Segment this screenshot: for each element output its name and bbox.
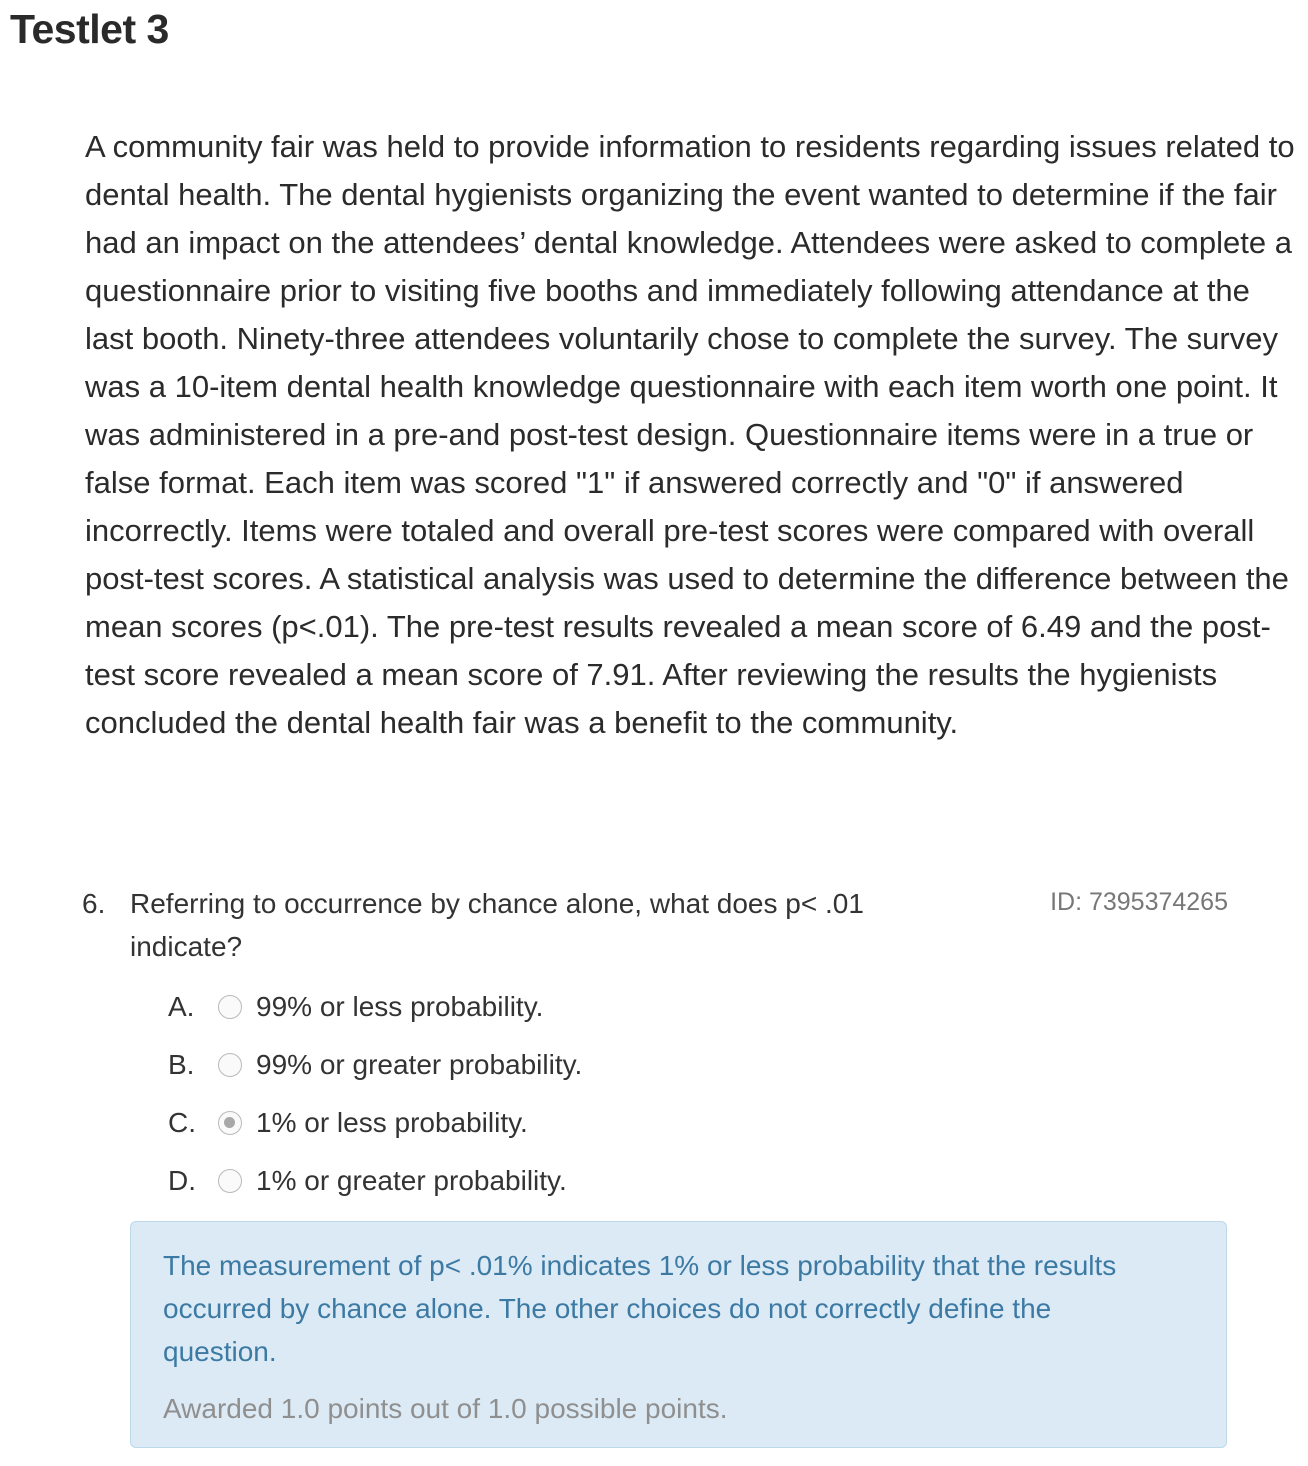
option-b-radio[interactable] <box>218 1053 242 1077</box>
answer-option-c[interactable] <box>168 1094 582 1152</box>
feedback-explanation: The measurement of p< .01% indicates 1% or less probability that the results occurred by chance alone. The other choices do not correctly define the question. <box>163 1250 1117 1367</box>
answer-options <box>168 978 582 1210</box>
option-text: 99% or less probability. <box>256 991 544 1022</box>
option-c-radio[interactable] <box>218 1111 242 1135</box>
option-letter: A. <box>168 991 195 1022</box>
option-letter: B. <box>168 1049 195 1080</box>
option-letter: D. <box>168 1165 196 1196</box>
option-d-radio[interactable] <box>218 1169 242 1193</box>
answer-option-b[interactable] <box>168 1036 582 1094</box>
answer-option-d[interactable] <box>168 1152 582 1210</box>
awarded-points: Awarded 1.0 points out of 1.0 possible points. <box>163 1393 728 1424</box>
option-letter: C. <box>168 1107 196 1138</box>
answer-option-a[interactable] <box>168 978 582 1036</box>
question-text: Referring to occurrence by chance alone, what does p< .01 indicate? <box>130 888 864 962</box>
option-text: 1% or less probability. <box>256 1107 528 1138</box>
option-a-radio[interactable] <box>218 995 242 1019</box>
testlet-passage: A community fair was held to provide information to residents regarding issues related to dental health. The dental hygienists organizing the event wanted to determine if the fair had an impact on the attendees’ dental knowledge. Attendees were asked to complete a questionnaire prior to visiting five booths and immediately following attendance at the last booth. Ninety-three attendees voluntarily chose to complete the survey. The survey was a 10-item dental health knowledge questionnaire with each item worth one point. It was administered in a pre-and post-test design. Questionnaire items were in a true or false format. Each item was scored "1" if answered correctly and "0" if answered incorrectly. Items were totaled and overall pre-test scores were compared with overall post-test scores. A statistical analysis was used to determine the difference between the mean scores (p<.01). The pre-test results revealed a mean score of 6.49 and the post-test score revealed a mean score of 7.91. After reviewing the results the hygienists concluded the dental health fair was a benefit to the community. <box>85 129 1295 740</box>
feedback-panel <box>130 1221 1227 1448</box>
question-id: ID: 7395374265 <box>1050 888 1228 916</box>
question-number: 6. <box>82 888 106 919</box>
option-text: 99% or greater probability. <box>256 1049 583 1080</box>
testlet-title: Testlet 3 <box>10 6 169 52</box>
option-text: 1% or greater probability. <box>256 1165 567 1196</box>
